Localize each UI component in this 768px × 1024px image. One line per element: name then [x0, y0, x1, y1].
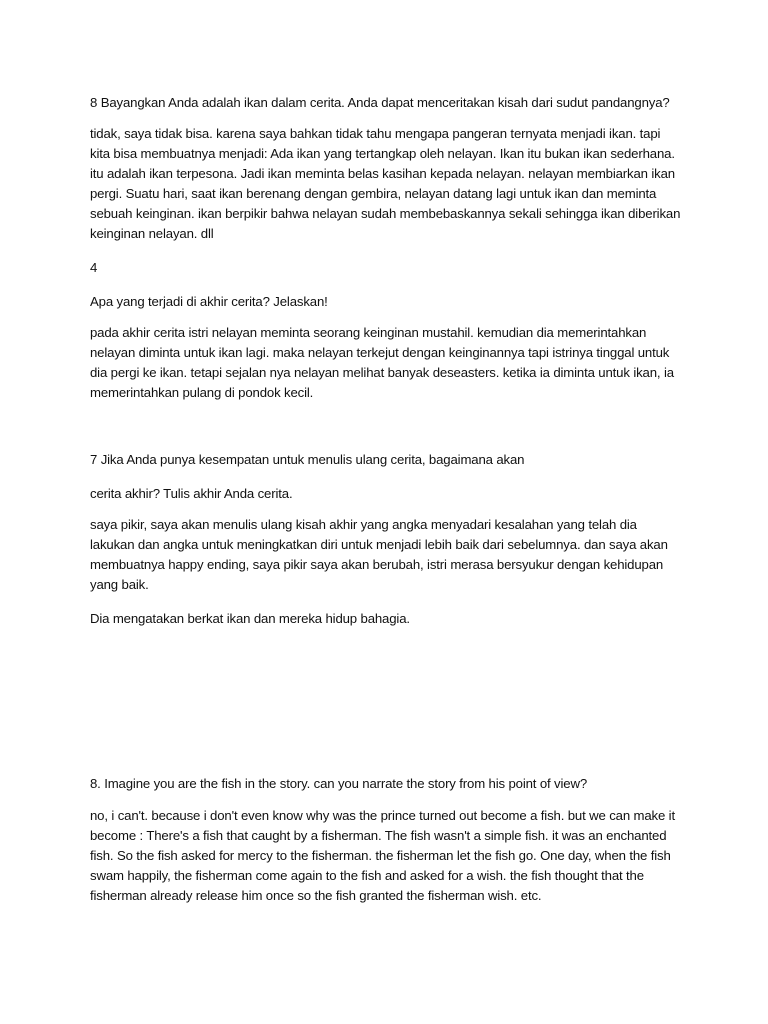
answer-8-indonesian: tidak, saya tidak bisa. karena saya bahkan tidak tahu mengapa pangeran ternyata menjadi ikan. tapi kita bisa membuatnya menjadi: Ada ikan yang tertangkap oleh nelayan. Ikan itu bukan ikan sederhana. itu adalah ikan terpesona. Jadi ikan meminta belas kasihan kepada nelayan. nelayan membiarkan ikan pergi. Suatu hari, saat ikan berenang dengan gembira, nelayan datang lagi untuk ikan dan meminta sebuah keinginan. ikan berpikir bahwa nelayan sudah membebaskannya sekali sehingga ikan diberikan keinginan nelayan. dll: [90, 126, 681, 241]
answer-8-english: no, i can't. because i don't even know why was the prince turned out become a fish. but we can make it become : There's a fish that caught by a fisherman. The fish wasn't a simple fish. it was an enchanted fish. So the fish asked for mercy to the fisherman. the fisherman let the fish go. One day, when the fish swam happily, the fisherman come again to the fish and asked for a wish. the fish thought that the fisherman already release him once so the fish granted the fisherman wish. etc.: [90, 808, 675, 903]
answer-end-of-story: pada akhir cerita istri nelayan meminta seorang keinginan mustahil. kemudian dia memerintahkan nelayan diminta untuk ikan lagi. maka nelayan terkejut dengan keinginannya tapi istrinya tinggal untuk dia pergi ke ikan. tetapi sejalan nya nelayan melihat banyak deseasters. ketika ia diminta untuk ikan, ia memerintahkan pulang di pondok kecil.: [90, 325, 674, 400]
question-8-indonesian: 8 Bayangkan Anda adalah ikan dalam cerita. Anda dapat menceritakan kisah dari sudut pandangnya?: [90, 95, 670, 110]
question-8-english: 8. Imagine you are the fish in the story. can you narrate the story from his point of view?: [90, 776, 588, 791]
question-end-of-story: Apa yang terjadi di akhir cerita? Jelaskan!: [90, 294, 328, 309]
question-7-line-1: 7 Jika Anda punya kesempatan untuk menulis ulang cerita, bagaimana akan: [90, 452, 525, 467]
number-label: 4: [90, 260, 98, 275]
answer-7: saya pikir, saya akan menulis ulang kisah akhir yang angka menyadari kesalahan yang telah dia lakukan dan angka untuk meningkatkan diri untuk menjadi lebih baik dari sebelumnya. dan saya akan membuatnya happy ending, saya pikir saya akan berubah, istri merasa bersyukur dengan kehidupan yang baik.: [90, 517, 668, 592]
question-7-line-2: cerita akhir? Tulis akhir Anda cerita.: [90, 486, 293, 501]
answer-7-closing: Dia mengatakan berkat ikan dan mereka hidup bahagia.: [90, 611, 410, 626]
